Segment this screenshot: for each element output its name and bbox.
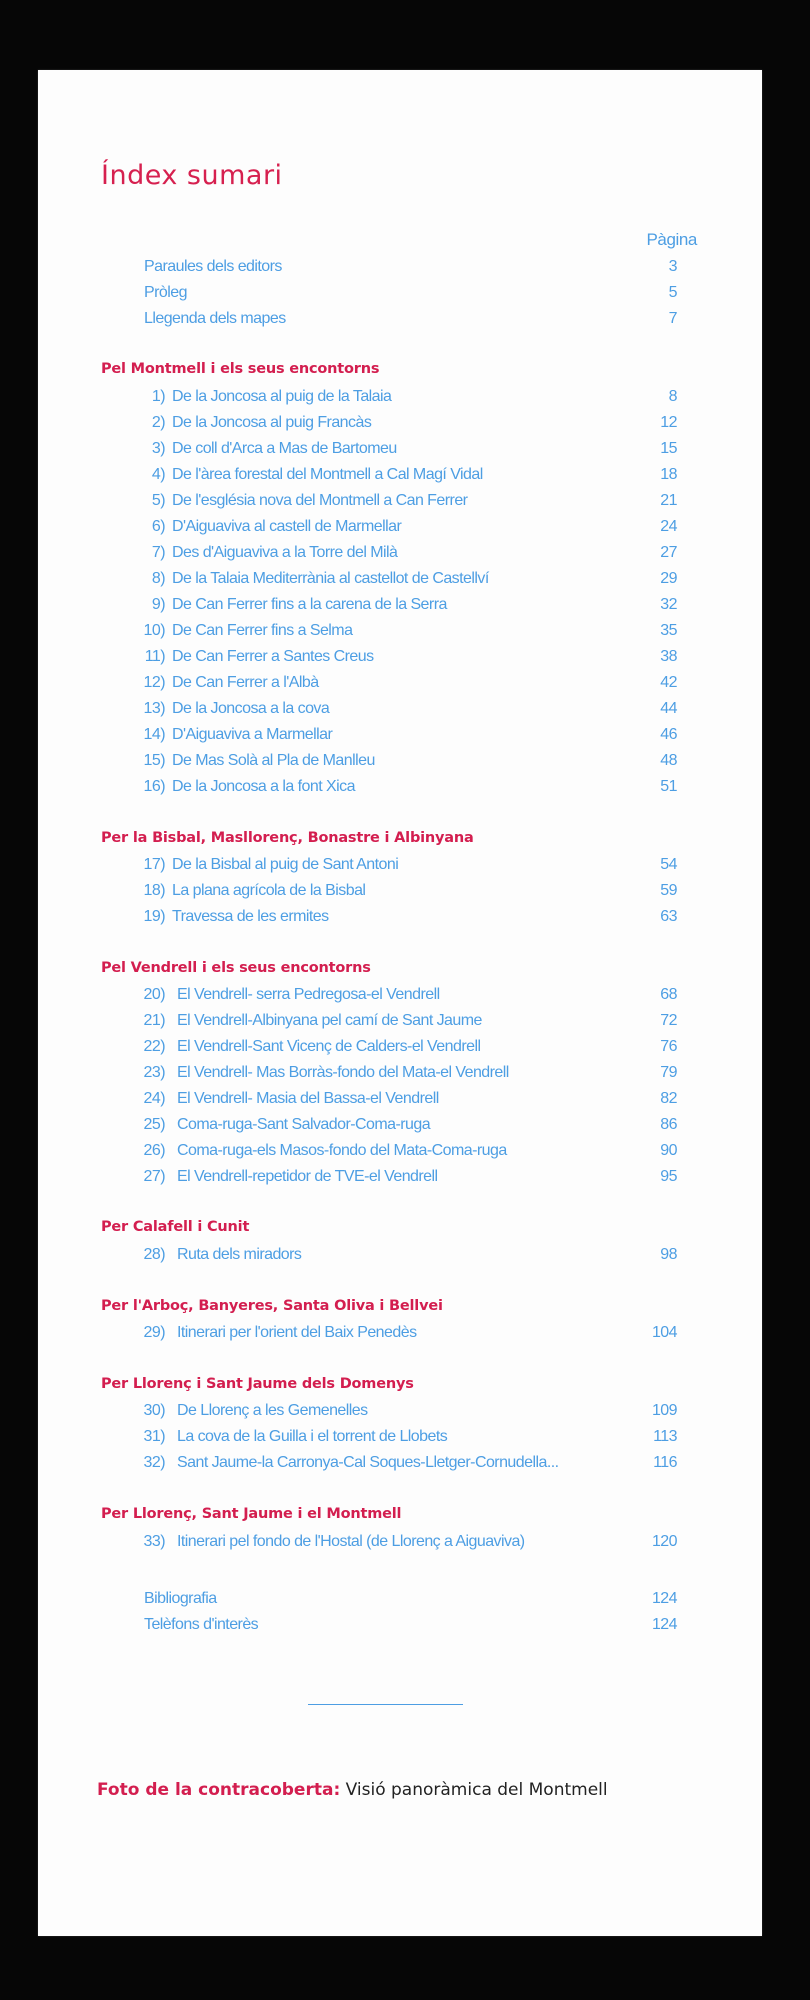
entry-page: 42: [660, 674, 677, 691]
entry-number: 25): [143, 1116, 165, 1133]
intro-entry: [38, 308, 762, 330]
entry-page: 68: [660, 986, 677, 1003]
entry-number: 28): [143, 1246, 165, 1263]
entry-title: De Can Ferrer fins a la carena de la Serra: [172, 596, 447, 613]
entry-number: 9): [151, 596, 165, 613]
entry-title: El Vendrell- serra Pedregosa-el Vendrell: [177, 986, 440, 1003]
toc-entry: [38, 646, 762, 668]
entry-page: 18: [660, 466, 677, 483]
entry-page: 79: [660, 1064, 677, 1081]
back-cover-caption: [97, 1780, 608, 1800]
entry-page: 35: [660, 622, 677, 639]
entry-page: 63: [660, 908, 677, 925]
section-heading: Per Llorenç, Sant Jaume i el Montmell: [101, 1506, 402, 1522]
entry-title: D'Aiguaviva al castell de Marmellar: [172, 518, 402, 535]
entry-title: El Vendrell- Mas Borràs-fondo del Mata-el Vendrell: [177, 1064, 509, 1081]
toc-entry: [38, 594, 762, 616]
entry-title: Paraules dels editors: [144, 258, 282, 275]
entry-page: 8: [668, 388, 677, 405]
section-heading: Per la Bisbal, Masllorenç, Bonastre i Albinyana: [101, 830, 474, 846]
toc-entry: [38, 1114, 762, 1136]
entry-title: De Can Ferrer a Santes Creus: [172, 648, 374, 665]
entry-page: 120: [651, 1533, 677, 1550]
entry-title: La cova de la Guilla i el torrent de Llobets: [177, 1428, 448, 1445]
entry-page: 21: [660, 492, 677, 509]
toc-entry: [38, 1062, 762, 1084]
toc-entry: [38, 438, 762, 460]
toc-entry: [38, 1322, 762, 1344]
entry-page: 90: [660, 1142, 677, 1159]
entry-title: Telèfons d'interès: [144, 1616, 259, 1633]
section-heading: Per l'Arboç, Banyeres, Santa Oliva i Bellvei: [101, 1298, 443, 1314]
toc-entry: [38, 464, 762, 486]
intro-entry: [38, 282, 762, 304]
entry-title: Llegenda dels mapes: [144, 310, 286, 327]
toc-entry: [38, 386, 762, 408]
entry-number: 21): [143, 1012, 165, 1029]
entry-number: 5): [151, 492, 165, 509]
entry-page: 82: [660, 1090, 677, 1107]
entry-number: 18): [143, 882, 165, 899]
entry-title: Coma-ruga-els Masos-fondo del Mata-Coma-ruga: [177, 1142, 507, 1159]
entry-page: 48: [660, 752, 677, 769]
entry-number: 22): [143, 1038, 165, 1055]
outro-entry: [38, 1588, 762, 1610]
entry-number: 12): [143, 674, 165, 691]
toc-entry: [38, 412, 762, 434]
toc-entry: [38, 906, 762, 928]
toc-entry: [38, 750, 762, 772]
entry-page: 27: [660, 544, 677, 561]
toc-entry: [38, 1531, 762, 1553]
entry-title: Itinerari pel fondo de l'Hostal (de Llorenç a Aiguaviva): [177, 1533, 525, 1550]
entry-title: De la Bisbal al puig de Sant Antoni: [172, 856, 399, 873]
entry-number: 19): [143, 908, 165, 925]
entry-number: 6): [151, 518, 165, 535]
entry-page: 24: [660, 518, 677, 535]
entry-number: 10): [143, 622, 165, 639]
toc-entry: [38, 516, 762, 538]
entry-title: De la Joncosa al puig Francàs: [172, 414, 372, 431]
entry-number: 20): [143, 986, 165, 1003]
toc-entry: [38, 1010, 762, 1032]
entry-number: 24): [143, 1090, 165, 1107]
entry-number: 2): [151, 414, 165, 431]
intro-entry: [38, 256, 762, 278]
section-heading: Per Llorenç i Sant Jaume dels Domenys: [101, 1376, 414, 1392]
entry-title: De la Joncosa a la font Xica: [172, 778, 355, 795]
toc-entry: [38, 568, 762, 590]
caption-label: Foto de la contracoberta:: [97, 1780, 341, 1800]
entry-title: Itinerari per l'orient del Baix Penedès: [177, 1324, 417, 1341]
entry-number: 3): [151, 440, 165, 457]
toc-entry: [38, 984, 762, 1006]
divider-line: [308, 1704, 463, 1705]
entry-number: 4): [151, 466, 165, 483]
toc-entry: [38, 1088, 762, 1110]
toc-entry: [38, 620, 762, 642]
entry-title: De coll d'Arca a Mas de Bartomeu: [172, 440, 397, 457]
entry-number: 14): [143, 726, 165, 743]
entry-title: La plana agrícola de la Bisbal: [172, 882, 366, 899]
entry-page: 124: [651, 1616, 677, 1633]
entry-page: 46: [660, 726, 677, 743]
toc-entry: [38, 880, 762, 902]
page-column-header: Pàgina: [646, 230, 697, 249]
entry-page: 59: [660, 882, 677, 899]
entry-title: De la Joncosa al puig de la Talaia: [172, 388, 392, 405]
entry-page: 44: [660, 700, 677, 717]
entry-page: 7: [668, 310, 677, 327]
entry-page: 113: [653, 1428, 677, 1445]
toc-entry: [38, 1140, 762, 1162]
entry-title: De la Joncosa a la cova: [172, 700, 330, 717]
toc-entry: [38, 490, 762, 512]
toc-entry: [38, 1452, 762, 1474]
entry-page: 15: [660, 440, 677, 457]
entry-title: Coma-ruga-Sant Salvador-Coma-ruga: [177, 1116, 431, 1133]
entry-page: 54: [660, 856, 677, 873]
entry-number: 16): [143, 778, 165, 795]
entry-title: D'Aiguaviva a Marmellar: [172, 726, 333, 743]
entry-page: 104: [651, 1324, 677, 1341]
entry-page: 5: [668, 284, 677, 301]
entry-title: De l'església nova del Montmell a Can Ferrer: [172, 492, 468, 509]
entry-number: 23): [143, 1064, 165, 1081]
toc-entry: [38, 1036, 762, 1058]
entry-page: 29: [660, 570, 677, 587]
entry-title: Pròleg: [144, 284, 187, 301]
entry-number: 15): [143, 752, 165, 769]
entry-title: De la Talaia Mediterrània al castellot de Castellví: [172, 570, 489, 587]
entry-page: 12: [660, 414, 677, 431]
entry-page: 98: [660, 1246, 677, 1263]
caption-text: Visió panoràmica del Montmell: [345, 1780, 608, 1800]
entry-number: 32): [143, 1454, 165, 1471]
toc-entry: [38, 854, 762, 876]
section-heading: Pel Vendrell i els seus encontorns: [101, 960, 371, 976]
entry-number: 7): [151, 544, 165, 561]
entry-number: 13): [143, 700, 165, 717]
toc-entry: [38, 1244, 762, 1266]
page-title: Índex sumari: [101, 160, 283, 191]
entry-title: De Llorenç a les Gemenelles: [177, 1402, 368, 1419]
entry-title: De Mas Solà al Pla de Manlleu: [172, 752, 375, 769]
entry-page: 38: [660, 648, 677, 665]
section-heading: Per Calafell i Cunit: [101, 1219, 250, 1235]
entry-page: 72: [660, 1012, 677, 1029]
entry-title: Travessa de les ermites: [172, 908, 329, 925]
entry-title: El Vendrell- Masia del Bassa-el Vendrell: [177, 1090, 439, 1107]
entry-page: 124: [651, 1590, 677, 1607]
entry-page: 3: [668, 258, 677, 275]
entry-number: 27): [143, 1168, 165, 1185]
entry-number: 8): [151, 570, 165, 587]
toc-entry: [38, 672, 762, 694]
entry-number: 31): [143, 1428, 165, 1445]
toc-entry: [38, 1400, 762, 1422]
entry-title: De l'àrea forestal del Montmell a Cal Magí Vidal: [172, 466, 483, 483]
entry-number: 17): [143, 856, 165, 873]
entry-page: 116: [653, 1454, 677, 1471]
entry-page: 32: [660, 596, 677, 613]
entry-title: El Vendrell-Sant Vicenç de Calders-el Vendrell: [177, 1038, 481, 1055]
entry-number: 33): [143, 1533, 165, 1550]
entry-number: 26): [143, 1142, 165, 1159]
toc-entry: [38, 698, 762, 720]
entry-page: 86: [660, 1116, 677, 1133]
outro-entry: [38, 1614, 762, 1636]
toc-entry: [38, 776, 762, 798]
entry-number: 29): [143, 1324, 165, 1341]
entry-page: 109: [651, 1402, 677, 1419]
entry-title: Sant Jaume-la Carronya-Cal Soques-Lletger-Cornudella...: [177, 1454, 559, 1471]
toc-entry: [38, 1166, 762, 1188]
entry-title: El Vendrell-repetidor de TVE-el Vendrell: [177, 1168, 438, 1185]
entry-title: Bibliografia: [144, 1590, 217, 1607]
entry-number: 11): [144, 648, 165, 665]
entry-title: De Can Ferrer a l'Albà: [172, 674, 319, 691]
toc-entry: [38, 542, 762, 564]
entry-title: Ruta dels miradors: [177, 1246, 302, 1263]
toc-entry: [38, 724, 762, 746]
entry-title: De Can Ferrer fins a Selma: [172, 622, 353, 639]
entry-page: 76: [660, 1038, 677, 1055]
section-heading: Pel Montmell i els seus encontorns: [101, 361, 380, 377]
entry-title: El Vendrell-Albinyana pel camí de Sant Jaume: [177, 1012, 482, 1029]
entry-number: 1): [151, 388, 165, 405]
entry-title: Des d'Aiguaviva a la Torre del Milà: [172, 544, 398, 561]
entry-page: 95: [660, 1168, 677, 1185]
entry-page: 51: [660, 778, 677, 795]
entry-number: 30): [143, 1402, 165, 1419]
index-page: [38, 70, 762, 1936]
toc-entry: [38, 1426, 762, 1448]
